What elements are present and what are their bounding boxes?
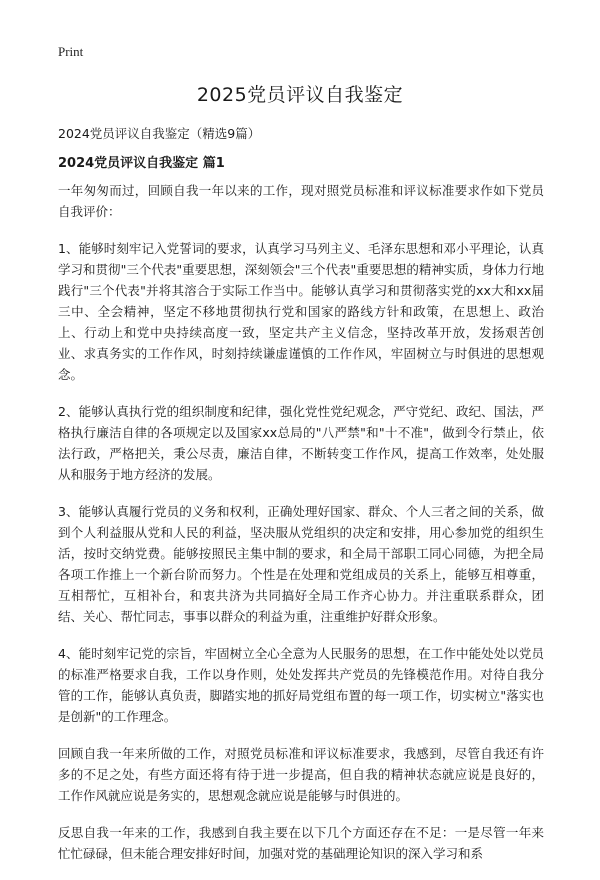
paragraph: 1、能够时刻牢记入党誓词的要求，认真学习马列主义、毛泽东思想和邓小平理论，认真学习和贯彻"三个代表"重要思想，深刻领会"三个代表"重要思想的精神实质，身体力行地践行"三个代表"并将其溶合于实际工作当中。能够认真学习和贯彻落实党的xx大和xx届三中、全会精神，坚定不移地贯彻执行党和国家的路线方针和政策，在思想上、政治上、行动上和党中央持续高度一致，坚定共产主义信念，坚持改革开放，发扬艰苦创业、求真务实的工作作风，时刻持续谦虚谨慎的工作作风，牢固树立与时俱进的思想观念。 (58, 241, 544, 382)
section-heading: 2024党员评议自我鉴定 篇1 (58, 156, 225, 171)
paragraph: 4、能时刻牢记党的宗旨，牢固树立全心全意为人民服务的思想，在工作中能处处以党员的标准严格要求自我，工作以身作则，处处发挥共产党员的先锋模范作用。对待自我分管的工作，能够认真负责，脚踏实地的抓好局党组布置的每一项工作，切实树立"落实也是创新"的工作理念。 (58, 646, 544, 724)
paragraph: 一年匆匆而过，回顾自我一年以来的工作，现对照党员标准和评议标准要求作如下党员自我评价： (58, 183, 544, 219)
document-body (58, 180, 544, 880)
paragraph: 2、能够认真执行党的组织制度和纪律，强化党性党纪观念，严守党纪、政纪、国法，严格执行廉洁自律的各项规定以及国家xx总局的"八严禁"和"十不准"，做到令行禁止，依法行政，严格把关，秉公尽责，廉洁自律，不断转变工作作风，提高工作效率，处处服从和服务于地方经济的发展。 (58, 404, 544, 482)
print-label: Print (58, 44, 84, 59)
document-subtitle: 2024党员评议自我鉴定（精选9篇） (58, 126, 261, 141)
paragraph: 回顾自我一年来所做的工作，对照党员标准和评议标准要求，我感到，尽管自我还有许多的不足之处，有些方面还将有待于进一步提高，但自我的精神状态就应说是良好的，工作作风就应说是务实的，思想观念就应说是能够与时俱进的。 (58, 746, 544, 803)
document-title: 2025党员评议自我鉴定 (196, 84, 404, 106)
paragraph: 反思自我一年来的工作，我感到自我主要在以下几个方面还存在不足：一是尽管一年来忙忙碌碌，但未能合理安排好时间，加强对党的基础理论知识的深入学习和系 (58, 825, 544, 861)
paragraph: 3、能够认真履行党员的义务和权利，正确处理好国家、群众、个人三者之间的关系，做到个人利益服从党和人民的利益，坚决服从党组织的决定和安排，用心参加党的组织生活，按时交纳党费。能够按照民主集中制的要求，和全局干部职工同心同德，为把全局各项工作推上一个新台阶而努力。个性是在处理和党组成员的关系上，能够互相尊重，互相帮忙，互相补台，和衷共济为共同搞好全局工作齐心协力。并注重联系群众，团结、关心、帮忙同志，事事以群众的利益为重，注重维护好群众形象。 (58, 504, 544, 624)
